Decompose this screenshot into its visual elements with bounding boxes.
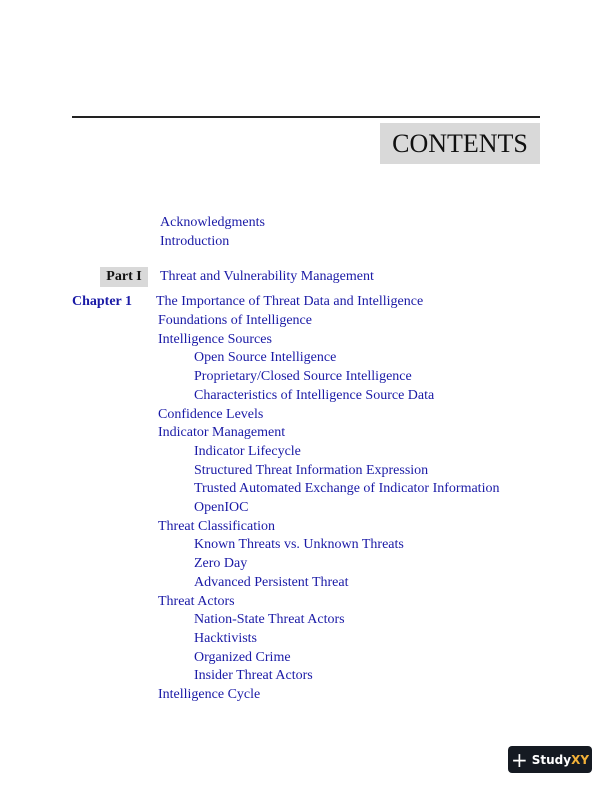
toc-link[interactable]: Proprietary/Closed Source Intelligence [194, 369, 412, 384]
toc-link[interactable]: Intelligence Cycle [158, 687, 261, 702]
toc-link[interactable]: Zero Day [194, 556, 248, 571]
toc-link[interactable]: Known Threats vs. Unknown Threats [194, 537, 404, 552]
toc-link[interactable]: Insider Threat Actors [194, 668, 313, 683]
toc-link[interactable]: Organized Crime [194, 650, 291, 665]
toc-link[interactable]: Intelligence Sources [158, 332, 272, 347]
toc-link[interactable]: Advanced Persistent Threat [194, 575, 349, 590]
header-rule [72, 116, 540, 118]
toc-link-introduction[interactable]: Introduction [160, 234, 230, 249]
toc-link[interactable]: Indicator Lifecycle [194, 444, 301, 459]
studyxy-badge[interactable] [508, 746, 592, 773]
toc-link-part-title[interactable]: Threat and Vulnerability Management [160, 269, 374, 284]
toc-link[interactable]: Foundations of Intelligence [158, 313, 312, 328]
plus-icon: + [510, 747, 528, 772]
part-label: Part I [100, 267, 148, 287]
toc-link[interactable]: Indicator Management [158, 425, 286, 440]
toc-link[interactable]: Hacktivists [194, 631, 257, 646]
toc-link-chapter-title[interactable]: The Importance of Threat Data and Intelligence [156, 294, 424, 309]
page-title: CONTENTS [380, 123, 540, 164]
toc-link[interactable]: Threat Actors [158, 594, 235, 609]
toc-link[interactable]: Confidence Levels [158, 407, 264, 422]
toc-link[interactable]: Open Source Intelligence [194, 350, 337, 365]
toc-link[interactable]: Threat Classification [158, 519, 276, 534]
toc-link[interactable]: Structured Threat Information Expression [194, 463, 429, 478]
chapter-label[interactable]: Chapter 1 [72, 294, 133, 309]
badge-brand-study: Study [531, 752, 572, 767]
toc-link[interactable]: Characteristics of Intelligence Source Data [194, 388, 435, 403]
toc-link[interactable]: Trusted Automated Exchange of Indicator Information [194, 481, 500, 496]
toc-link-acknowledgments[interactable]: Acknowledgments [160, 215, 265, 230]
toc-link[interactable]: OpenIOC [194, 500, 249, 515]
badge-brand-xy: XY [571, 752, 590, 767]
toc-link[interactable]: Nation-State Threat Actors [194, 612, 345, 627]
